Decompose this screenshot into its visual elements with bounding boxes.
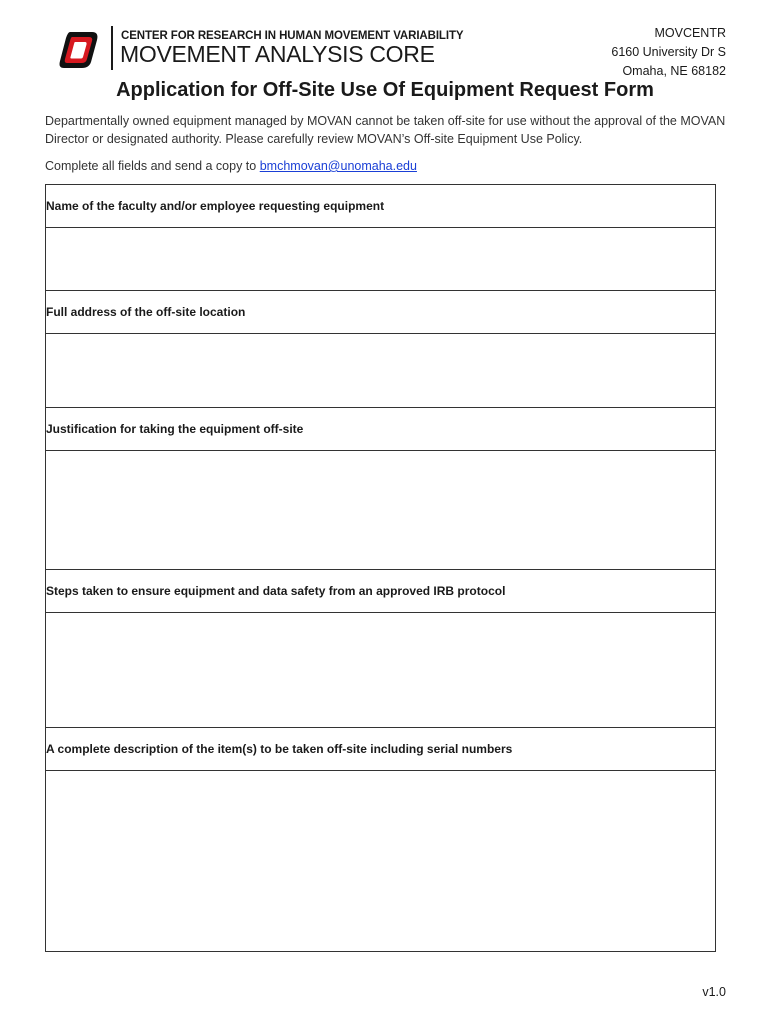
org-center-name: CENTER FOR RESEARCH IN HUMAN MOVEMENT VARIABILITY — [121, 30, 464, 42]
offsite-address-field[interactable] — [46, 334, 715, 408]
field-label-offsite-address: Full address of the off-site location — [46, 291, 715, 334]
field-label-item-description: A complete description of the item(s) to be taken off-site including serial numbers — [46, 728, 715, 771]
field-label-justification: Justification for taking the equipment off-site — [46, 408, 715, 451]
policy-paragraph: Departmentally owned equipment managed by MOVAN cannot be taken off-site for use without the approval of the MOVAN Director or designated authority. Please carefully review MOVAN’s Off-site Equipment Use Policy. — [45, 114, 726, 146]
requester-name-field[interactable] — [46, 228, 715, 291]
university-o-logo-icon — [56, 26, 102, 72]
justification-field[interactable] — [46, 451, 715, 570]
field-label-requester-name: Name of the faculty and/or employee requesting equipment — [46, 185, 715, 228]
address-city: Omaha, NE 68182 — [622, 64, 726, 78]
address-name: MOVCENTR — [654, 26, 726, 40]
org-core-name: MOVEMENT ANALYSIS CORE — [120, 41, 435, 67]
address-street: 6160 University Dr S — [611, 45, 726, 59]
page-title: Application for Off-Site Use Of Equipment Request Form — [116, 79, 654, 101]
field-label-safety-steps: Steps taken to ensure equipment and data safety from an approved IRB protocol — [46, 570, 715, 613]
version-label: v1.0 — [702, 985, 726, 999]
safety-steps-field[interactable] — [46, 613, 715, 728]
send-instructions — [45, 157, 735, 175]
email-link[interactable]: bmchmovan@unomaha.edu — [259, 159, 417, 173]
item-description-field[interactable] — [46, 771, 715, 951]
mailing-address — [611, 24, 726, 81]
intro-text — [45, 112, 735, 175]
request-form — [45, 184, 716, 952]
send-prefix: Complete all fields and send a copy to — [45, 159, 260, 173]
logo-divider — [111, 26, 113, 70]
